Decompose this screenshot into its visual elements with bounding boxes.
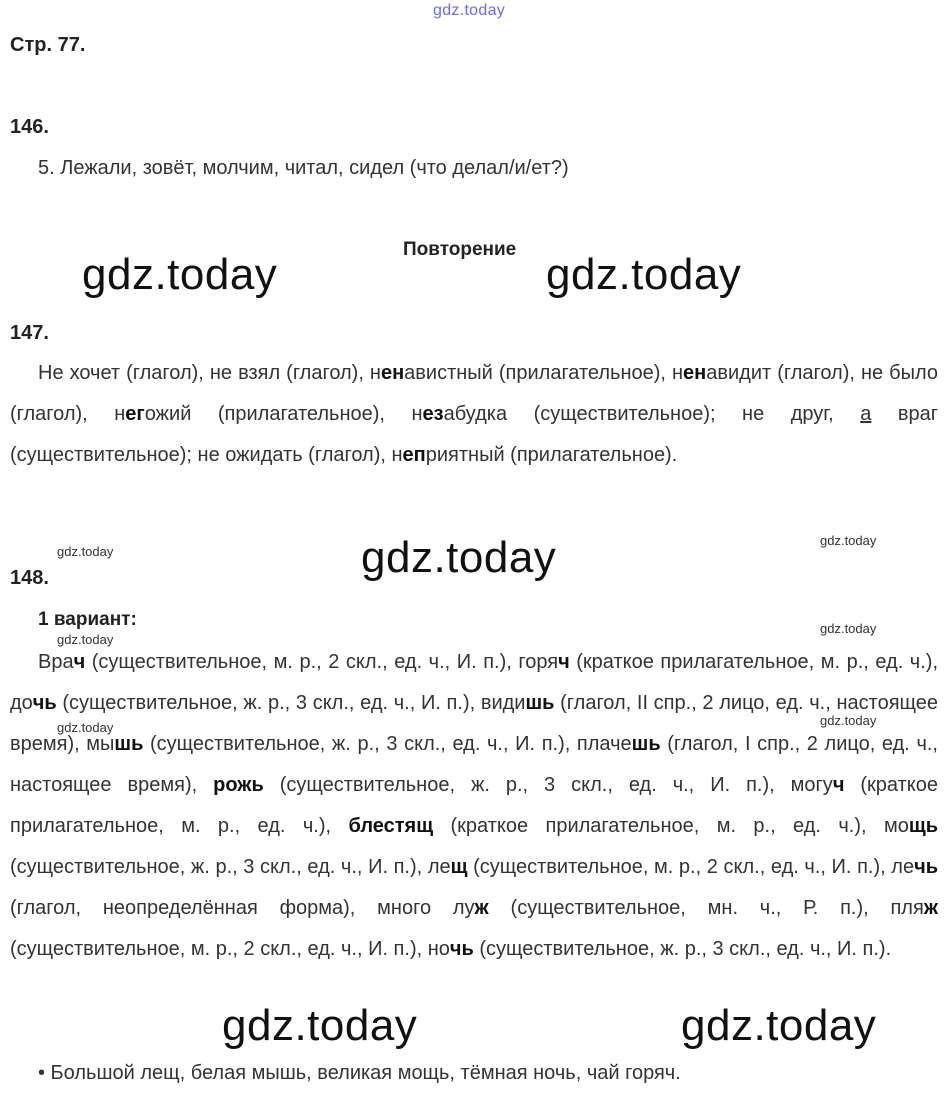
text-segment: (существительное, м. р., 2 скл., ед. ч., И. п.), но: [10, 938, 450, 960]
page-header: Стр. 77.: [10, 34, 86, 56]
text-segment: (существительное, ж. р., 3 скл., ед. ч., И. п.).: [473, 938, 892, 960]
highlighted-letters: ег: [125, 403, 145, 425]
highlighted-letters: чь: [914, 856, 938, 878]
text-segment: (глагол, неопределённая форма), много лу: [10, 897, 475, 919]
watermark-big: gdz.today: [222, 1001, 418, 1050]
text-segment: Вра: [38, 651, 74, 673]
text-segment: враг (существительное); не ожидать (глагол), н: [10, 403, 939, 466]
watermark-top: gdz.today: [433, 2, 506, 19]
text-segment: (краткое прилагательное, м. р., ед. ч.), до: [10, 651, 938, 714]
exercise-148-text: [10, 642, 938, 970]
watermark-small: gdz.today: [57, 632, 114, 647]
highlighted-letters: щь: [908, 815, 939, 837]
highlighted-letters: ез: [422, 403, 444, 425]
text-segment: (существительное, ж. р., 3 скл., ед. ч., И. п.), плаче: [143, 733, 632, 755]
highlighted-letters: ч: [832, 774, 845, 796]
exercise-number-147: 147.: [10, 322, 49, 344]
exercise-147-text: [10, 353, 938, 476]
text-segment: (краткое прилагательное, м. р., ед. ч.),: [10, 774, 938, 837]
text-segment: (существительное, мн. ч., Р. п.), пля: [488, 897, 924, 919]
highlighted-letters: чь: [32, 692, 57, 714]
exercise-148-bullet: • Большой лещ, белая мышь, великая мощь, тёмная ночь, чай горяч.: [38, 1062, 681, 1084]
text-segment: (существительное, ж. р., 3 скл., ед. ч., И. п.), могу: [263, 774, 833, 796]
text-segment: (глагол, I спр., 2 лицо, ед. ч., настоящее время),: [10, 733, 938, 796]
highlighted-letters: ж: [923, 897, 938, 919]
watermark-small: gdz.today: [820, 621, 877, 636]
text-segment: (существительное, ж. р., 3 скл., ед. ч., И. п.), види: [56, 692, 526, 714]
highlighted-letters: блестящ: [348, 815, 434, 837]
text-segment: авистный (прилагательное), н: [404, 362, 684, 384]
watermark-small: gdz.today: [57, 544, 114, 559]
highlighted-letters: шь: [525, 692, 555, 714]
highlighted-letters: рожь: [213, 774, 264, 796]
section-title: Повторение: [403, 239, 517, 260]
highlighted-letters: ен: [683, 362, 707, 384]
watermark-small: gdz.today: [57, 720, 114, 735]
watermark-big: gdz.today: [546, 250, 742, 299]
watermark-big: gdz.today: [361, 533, 557, 582]
highlighted-letters: еп: [402, 444, 426, 466]
text-segment: абудка (существительное); не друг,: [443, 403, 861, 425]
highlighted-letters: шь: [631, 733, 661, 755]
variant-label: 1 вариант:: [38, 609, 137, 630]
text-segment: (существительное, м. р., 2 скл., ед. ч., И. п.), горя: [85, 651, 559, 673]
exercise-number-148: 148.: [10, 567, 49, 589]
exercise-146-answer: 5. Лежали, зовёт, молчим, читал, сидел (что делал/и/ет?): [38, 157, 569, 179]
highlighted-letters: ч: [558, 651, 570, 673]
text-segment: (существительное, ж. р., 3 скл., ед. ч., И. п.), ле: [10, 856, 451, 878]
text-segment: Не хочет (глагол), не взял (глагол), н: [38, 362, 381, 384]
watermark-small: gdz.today: [820, 713, 877, 728]
exercise-number-146: 146.: [10, 116, 49, 138]
watermark-small: gdz.today: [820, 533, 877, 548]
text-segment: риятный (прилагательное).: [425, 444, 678, 466]
text-segment: (краткое прилагательное, м. р., ед. ч.), мо: [433, 815, 909, 837]
watermark-big: gdz.today: [681, 1001, 877, 1050]
highlighted-letters: шь: [114, 733, 144, 755]
watermark-big: gdz.today: [82, 250, 278, 299]
text-segment: авидит (глагол), не было (глагол), н: [10, 362, 938, 425]
highlighted-letters: чь: [449, 938, 474, 960]
text-segment: (существительное, м. р., 2 скл., ед. ч., И. п.), ле: [467, 856, 915, 878]
underlined-word: а: [860, 403, 872, 425]
highlighted-letters: ж: [474, 897, 489, 919]
highlighted-letters: ен: [380, 362, 405, 384]
highlighted-letters: ч: [73, 651, 86, 673]
text-segment: ожий (прилагательное), н: [144, 403, 423, 425]
highlighted-letters: щ: [450, 856, 468, 878]
text-segment: (глагол, II спр., 2 лицо, ед. ч., настоящее время), мы: [10, 692, 938, 755]
